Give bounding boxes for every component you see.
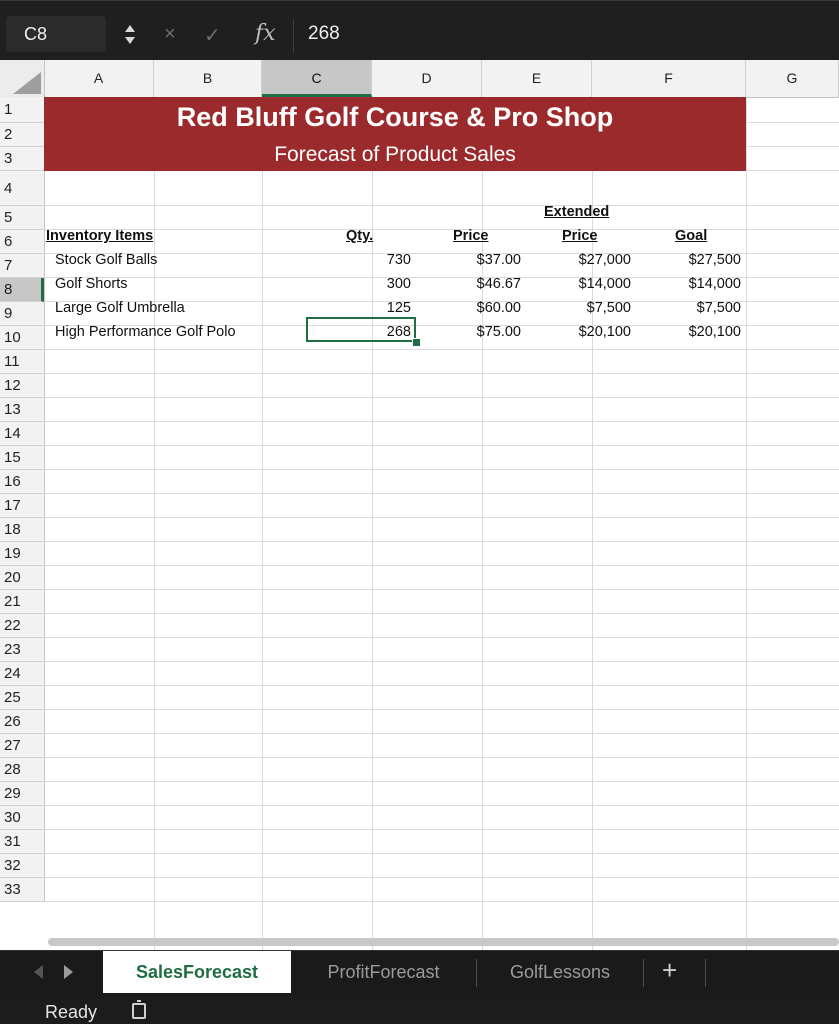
cell-goal[interactable]: $27,500 (688, 252, 741, 268)
header-price[interactable]: Price (453, 228, 489, 244)
row-header-31[interactable]: 31 (0, 830, 44, 854)
gridline-horizontal (44, 781, 839, 782)
horizontal-scrollbar[interactable] (48, 938, 839, 946)
row-header-24[interactable]: 24 (0, 662, 44, 686)
tab-salesforecast[interactable]: SalesForecast (103, 951, 291, 993)
triangle-up-icon[interactable] (125, 25, 135, 32)
cell-item[interactable]: High Performance Golf Polo (55, 324, 236, 340)
gridline-horizontal (44, 565, 839, 566)
gridline-horizontal (44, 205, 839, 206)
row-header-1[interactable]: 1 (0, 97, 44, 123)
row-header-27[interactable]: 27 (0, 734, 44, 758)
header-extended-line2[interactable]: Price (562, 228, 598, 244)
status-ready-label: Ready (45, 1002, 98, 1022)
row-header-14[interactable]: 14 (0, 422, 44, 446)
checkmark-icon[interactable]: ✓ (204, 25, 221, 47)
row-header-9[interactable]: 9 (0, 302, 44, 326)
gridline-horizontal (44, 397, 839, 398)
cell-qty[interactable]: 125 (386, 300, 411, 316)
cell-goal[interactable]: $20,100 (688, 324, 741, 340)
gridline-horizontal (44, 469, 839, 470)
sheet-tab-bar (0, 950, 839, 995)
formula-bar-divider (293, 19, 294, 53)
row-header-17[interactable]: 17 (0, 494, 44, 518)
cell-price[interactable]: $37.00 (476, 252, 521, 268)
column-header-g[interactable]: G (746, 60, 839, 97)
gridline-horizontal (44, 877, 839, 878)
gridline-horizontal (44, 637, 839, 638)
gridline-horizontal (44, 421, 839, 422)
column-header-e[interactable]: E (482, 60, 592, 97)
active-cell-selection[interactable] (306, 317, 416, 342)
triangle-down-icon[interactable] (125, 37, 135, 44)
row-header-19[interactable]: 19 (0, 542, 44, 566)
formula-bar (0, 0, 839, 61)
column-header-d[interactable]: D (372, 60, 482, 97)
row-header-22[interactable]: 22 (0, 614, 44, 638)
column-header-c[interactable]: C (262, 60, 372, 97)
next-sheet-icon[interactable] (64, 965, 73, 979)
gridline-horizontal (44, 733, 839, 734)
spreadsheet-grid[interactable] (0, 60, 839, 950)
row-header-12[interactable]: 12 (0, 374, 44, 398)
cell-extended-price[interactable]: $14,000 (578, 276, 631, 292)
column-header-a[interactable]: A (44, 60, 154, 97)
column-header-row (0, 60, 839, 98)
tab-golflessons[interactable]: GolfLessons (509, 962, 611, 982)
row-header-15[interactable]: 15 (0, 446, 44, 470)
row-header-16[interactable]: 16 (0, 470, 44, 494)
header-extended-line1[interactable]: Extended (544, 204, 610, 220)
cell-extended-price[interactable]: $27,000 (578, 252, 631, 268)
cell-extended-price[interactable]: $20,100 (578, 324, 631, 340)
gridline-horizontal (44, 805, 839, 806)
gridline-horizontal (44, 373, 839, 374)
column-header-f[interactable]: F (592, 60, 746, 97)
gridline-horizontal (44, 349, 839, 350)
previous-sheet-icon[interactable] (34, 965, 43, 979)
tab-profitforecast[interactable]: ProfitForecast (327, 962, 440, 982)
cell-item[interactable]: Stock Golf Balls (55, 252, 158, 268)
row-header-10[interactable]: 10 (0, 326, 44, 350)
cell-qty[interactable]: 300 (386, 276, 411, 292)
sheet-subtitle: Forecast of Product Sales (274, 143, 516, 166)
row-header-18[interactable]: 18 (0, 518, 44, 542)
gridline-horizontal (44, 493, 839, 494)
cell-extended-price[interactable]: $7,500 (586, 300, 631, 316)
row-header-21[interactable]: 21 (0, 590, 44, 614)
cell-area[interactable] (44, 97, 839, 950)
cell-price[interactable]: $75.00 (476, 324, 521, 340)
row-header-20[interactable]: 20 (0, 566, 44, 590)
row-header-25[interactable]: 25 (0, 686, 44, 710)
cell-qty[interactable]: 730 (386, 252, 411, 268)
row-header-column (0, 97, 45, 902)
row-header-30[interactable]: 30 (0, 806, 44, 830)
status-bar (0, 994, 839, 1024)
column-header-b[interactable]: B (154, 60, 262, 97)
row-header-33[interactable]: 33 (0, 878, 44, 902)
row-header-23[interactable]: 23 (0, 638, 44, 662)
header-goal[interactable]: Goal (675, 228, 708, 244)
sheet-title: Red Bluff Golf Course & Pro Shop (176, 102, 614, 132)
fill-handle[interactable] (412, 338, 421, 347)
gridline-horizontal (44, 613, 839, 614)
gridline-horizontal (44, 661, 839, 662)
cell-qty[interactable]: 268 (386, 324, 411, 340)
gridline-horizontal (44, 517, 839, 518)
row-header-5[interactable]: 5 (0, 206, 44, 230)
row-header-32[interactable]: 32 (0, 854, 44, 878)
row-header-26[interactable]: 26 (0, 710, 44, 734)
name-box[interactable]: C8 (6, 16, 106, 52)
row-header-2[interactable]: 2 (0, 123, 44, 147)
gridline-horizontal (44, 541, 839, 542)
cell-price[interactable]: $46.67 (476, 276, 521, 292)
row-header-3[interactable]: 3 (0, 147, 44, 171)
select-all-icon (13, 72, 41, 94)
select-all-button[interactable] (0, 60, 45, 97)
cell-goal[interactable]: $7,500 (696, 300, 741, 316)
title-banner[interactable] (44, 97, 746, 171)
gridline-horizontal (44, 829, 839, 830)
tab-divider (705, 959, 706, 987)
row-header-6[interactable]: 6 (0, 230, 44, 254)
row-header-11[interactable]: 11 (0, 350, 44, 374)
cell-item[interactable]: Golf Shorts (55, 276, 128, 292)
gridline-vertical (746, 97, 747, 950)
cancel-icon[interactable]: × (164, 23, 176, 45)
gridline-horizontal (44, 229, 839, 230)
row-header-28[interactable]: 28 (0, 758, 44, 782)
row-header-4[interactable]: 4 (0, 171, 44, 206)
row-header-13[interactable]: 13 (0, 398, 44, 422)
row-header-29[interactable]: 29 (0, 782, 44, 806)
header-inventory-items[interactable]: Inventory Items (46, 228, 154, 244)
name-box-stepper-icon[interactable] (123, 25, 137, 49)
gridline-horizontal (44, 757, 839, 758)
gridline-vertical (262, 97, 263, 950)
gridline-horizontal (44, 589, 839, 590)
gridline-horizontal (44, 709, 839, 710)
gridline-vertical (154, 97, 155, 950)
tab-divider (643, 959, 644, 987)
gridline-horizontal (44, 685, 839, 686)
cell-price[interactable]: $60.00 (476, 300, 521, 316)
macro-record-icon[interactable] (132, 1003, 146, 1019)
cell-item[interactable]: Large Golf Umbrella (55, 300, 185, 316)
gridline-horizontal (44, 445, 839, 446)
gridline-horizontal (44, 853, 839, 854)
row-header-7[interactable]: 7 (0, 254, 44, 278)
cell-goal[interactable]: $14,000 (688, 276, 741, 292)
gridline-horizontal (44, 901, 839, 902)
header-qty[interactable]: Qty. (346, 228, 374, 244)
formula-input[interactable]: 268 (308, 23, 340, 44)
add-sheet-icon[interactable]: + (662, 955, 678, 985)
row-header-8[interactable]: 8 (0, 278, 44, 302)
function-icon[interactable]: fx (255, 21, 276, 46)
